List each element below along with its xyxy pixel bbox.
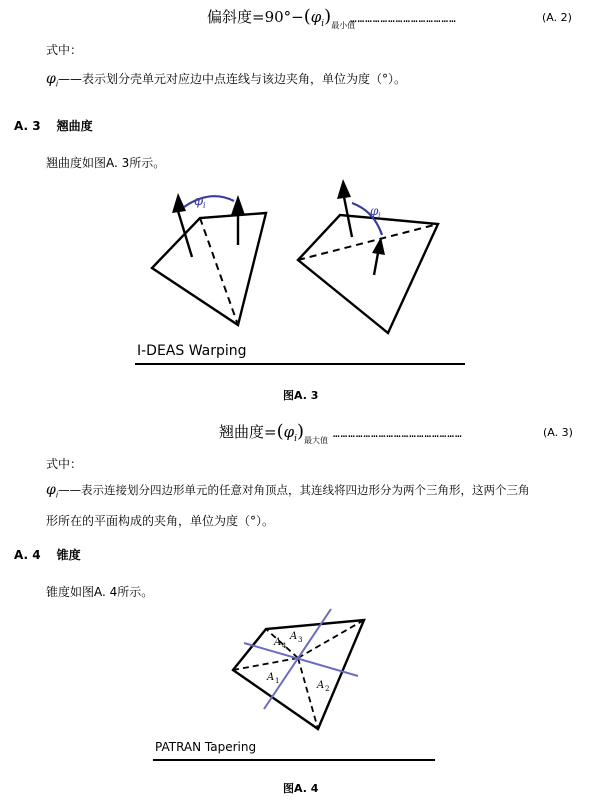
phi-subscript: i [378, 211, 381, 220]
left-arrowhead-b [231, 195, 245, 215]
open-paren: ( [276, 421, 284, 442]
close-paren: ) [297, 421, 305, 442]
phi-label: φ [370, 204, 379, 218]
a4-intro: 锥度如图A. 4所示。 [46, 585, 154, 599]
close-paren: ) [324, 6, 332, 27]
definition-text-line1: ——表示连接划分四边形单元的任意对角顶点，其连线将四边形分为两个三角形，这两个三角 [58, 483, 530, 497]
section-number: A. 3 [14, 119, 41, 133]
area-label-a3: A [290, 631, 298, 642]
section-title: 翘曲度 [56, 119, 93, 133]
phi-subscript: i [203, 201, 206, 210]
phi-symbol: φ [46, 71, 56, 87]
definition-text-line2: 形所在的平面构成的夹角，单位为度（°）。 [46, 514, 275, 528]
phi-symbol: φ [310, 8, 322, 26]
area-label-a2: A [317, 680, 325, 691]
right-arrow-b [374, 253, 378, 275]
subscript-i: i [321, 19, 325, 29]
definition-skew [46, 70, 406, 88]
phi-symbol: φ [46, 482, 56, 498]
area-subscript: 4 [282, 642, 287, 650]
subscript-i: i [55, 79, 59, 89]
equation-number: (A. 3) [543, 426, 573, 439]
left-diagonal [200, 218, 238, 325]
minus-sign: − [291, 8, 304, 26]
min-value-subscript: 最小值 [331, 21, 356, 30]
a3-intro: 翘曲度如图A. 3所示。 [46, 156, 166, 170]
section-heading-a3 [14, 117, 93, 134]
figure-label: PATRAN Tapering [155, 740, 257, 754]
definition-warping [46, 482, 530, 499]
left-quadrilateral [152, 213, 266, 325]
area-subscript: 2 [325, 685, 330, 693]
left-arrowhead-a [172, 193, 186, 213]
area-subscript: 3 [298, 636, 303, 644]
right-arrowhead-a [337, 179, 351, 199]
equation-a3 [219, 421, 328, 444]
section-heading-a4 [14, 546, 81, 563]
equation-lhs: 偏斜度=90° [207, 8, 292, 26]
where-label: 式中： [46, 457, 83, 471]
definition-text: ——表示划分壳单元对应边中点连线与该边夹角，单位为度（°）。 [58, 72, 407, 86]
section-number: A. 4 [14, 548, 41, 562]
leader-dots: …………………………………… [350, 12, 457, 25]
max-value-subscript: 最大值 [304, 436, 329, 445]
right-diagonal [298, 224, 438, 260]
equation-lhs: 翘曲度= [219, 423, 277, 441]
right-quadrilateral [298, 215, 438, 333]
phi-label: φ [194, 194, 204, 209]
left-arrow-a [178, 211, 192, 257]
subscript-i: i [55, 490, 59, 500]
phi-symbol: φ [283, 423, 295, 441]
subscript-i: i [294, 434, 298, 444]
leader-dots: …………………………………………… [333, 427, 463, 440]
figure-label: I-DEAS Warping [137, 343, 247, 359]
figure-caption-a4: 图A. 4 [283, 782, 319, 795]
area-subscript: 1 [275, 677, 280, 685]
section-title: 锥度 [56, 548, 81, 562]
area-label-a4: A [274, 637, 282, 648]
equation-number: (A. 2) [542, 11, 572, 24]
open-paren: ( [303, 6, 311, 27]
left-angle-arc [184, 196, 234, 207]
equation-a2 [207, 6, 355, 29]
where-label: 式中： [46, 43, 83, 57]
figure-caption-a3: 图A. 3 [283, 389, 319, 402]
area-label-a1: A [267, 672, 275, 683]
